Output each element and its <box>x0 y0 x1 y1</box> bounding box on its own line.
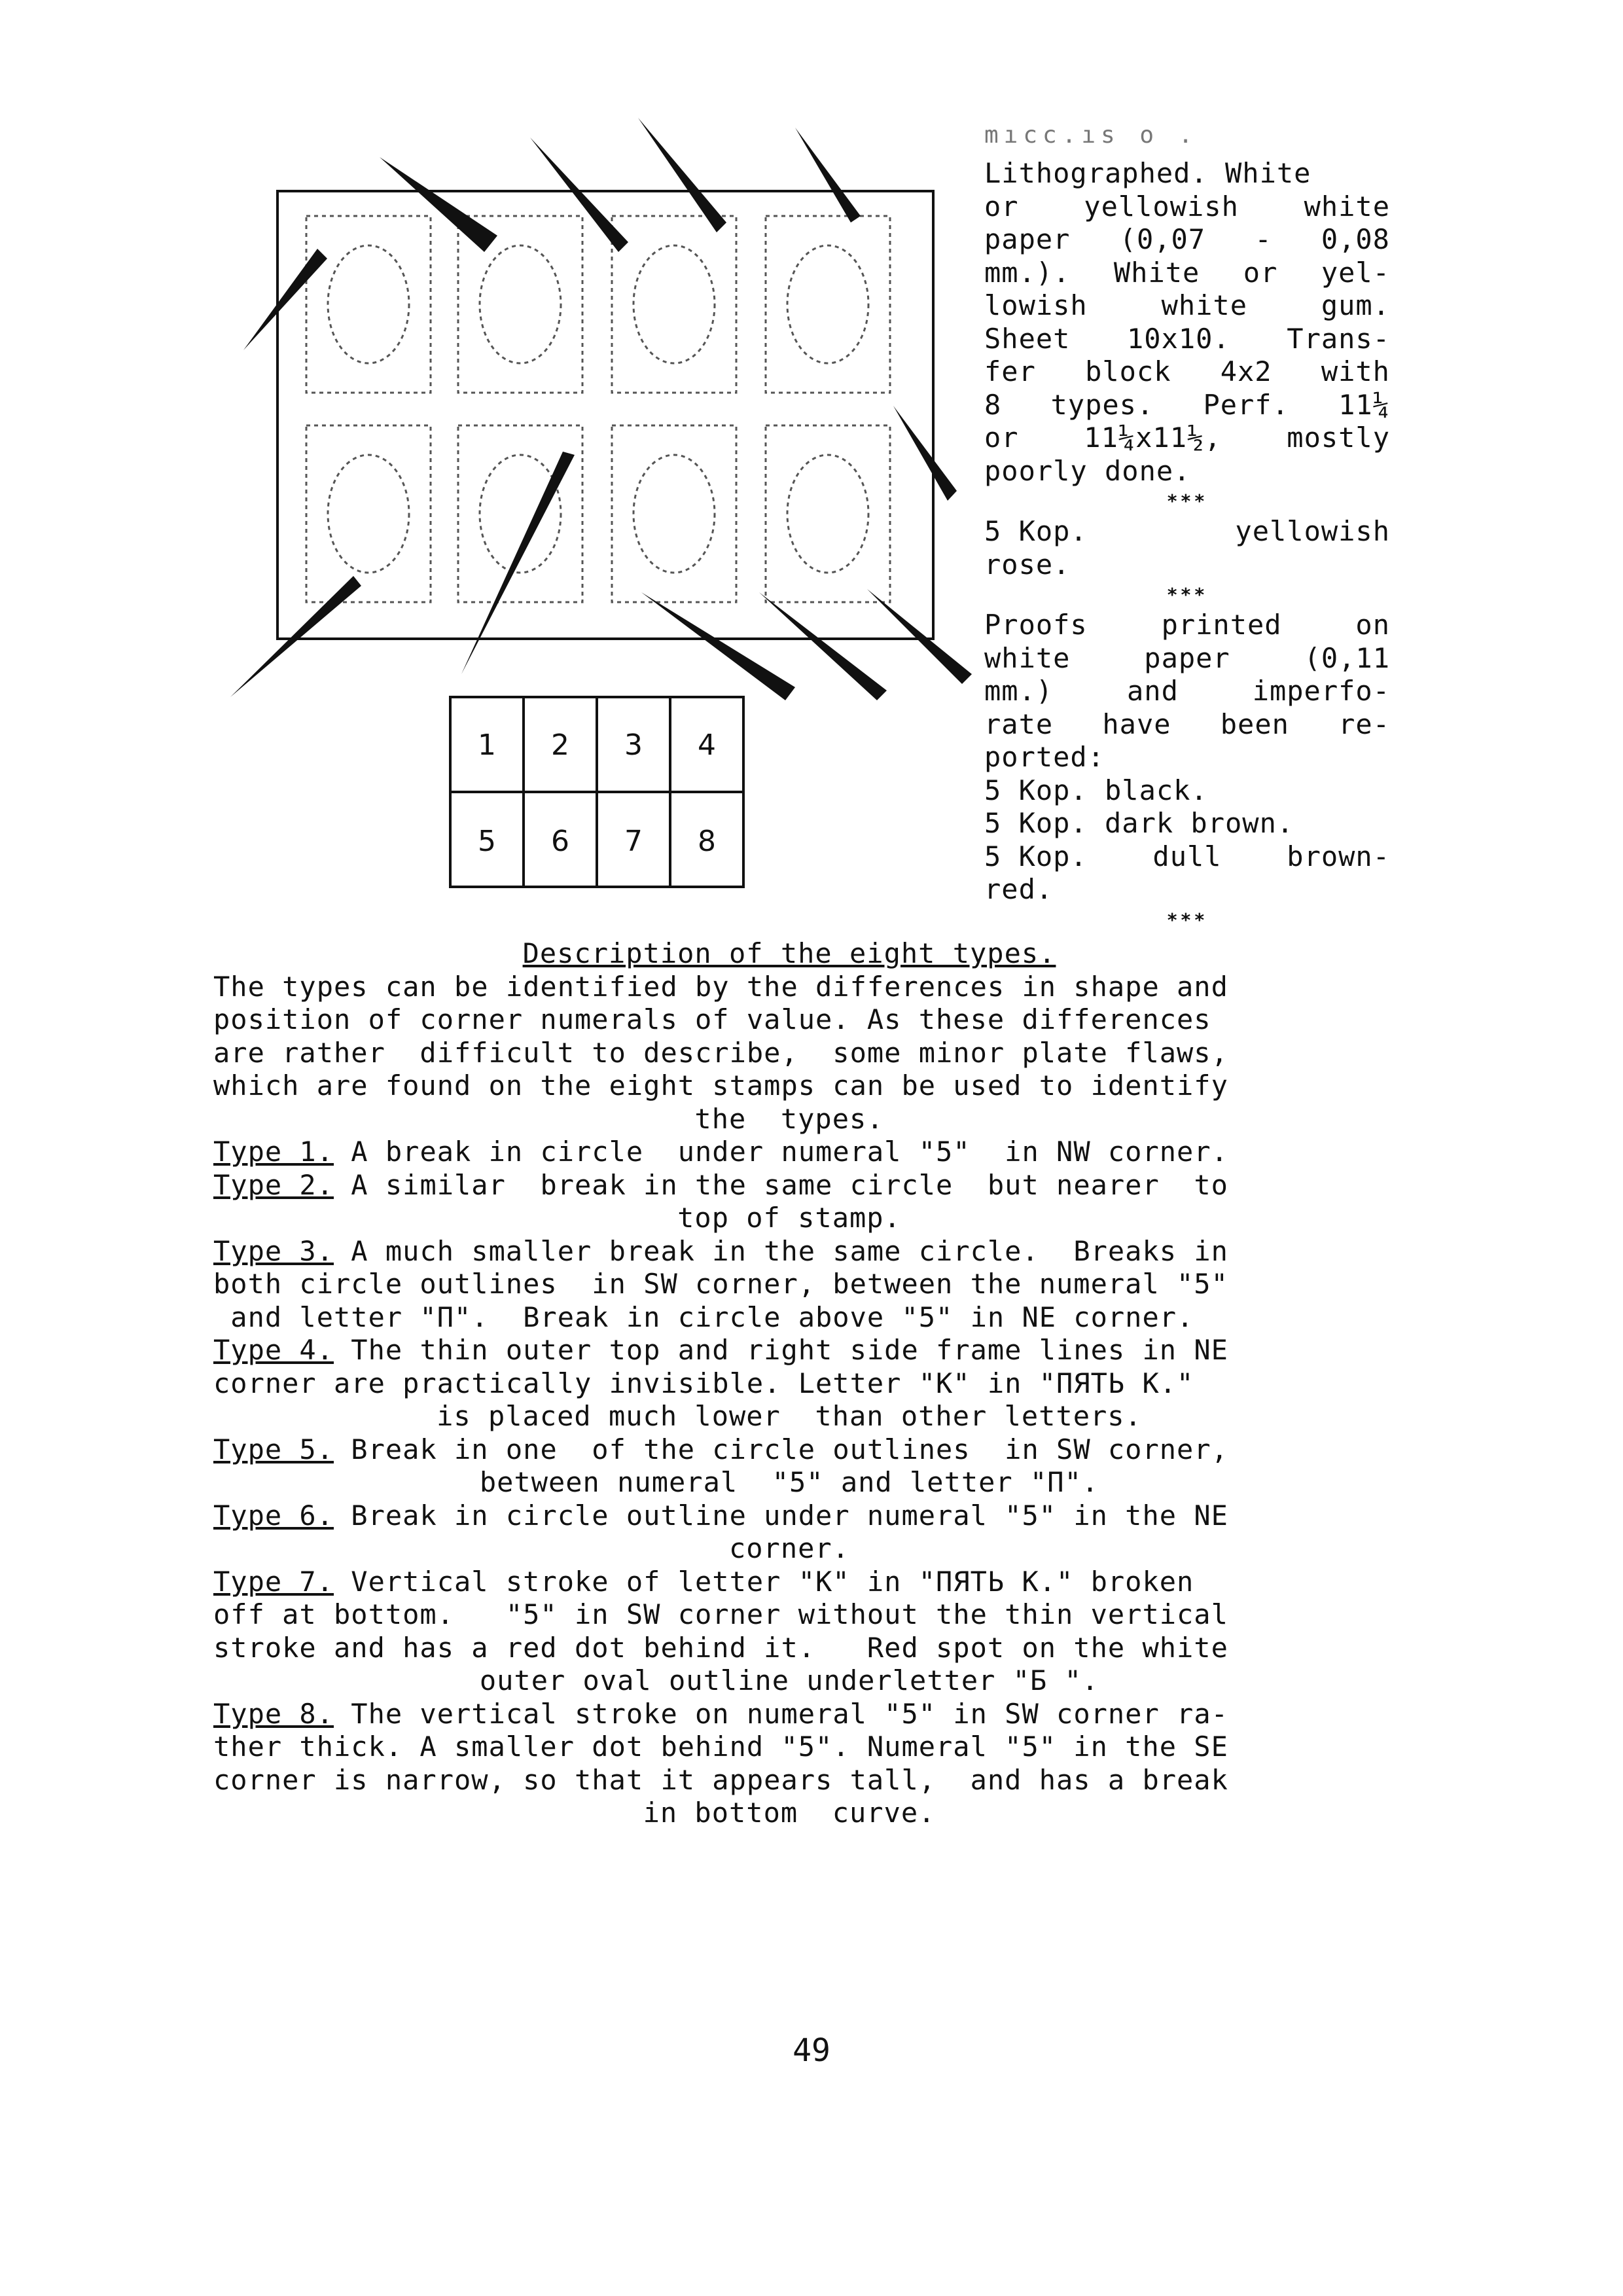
grid-position-1: 1 <box>478 728 496 762</box>
separator-1: *** <box>1166 490 1208 512</box>
word: 8 <box>984 388 1002 421</box>
grid-position-8: 8 <box>698 825 716 858</box>
type-first-line <box>213 1136 1365 1169</box>
text-line <box>984 323 1390 356</box>
type-label: Type 4. <box>213 1334 334 1366</box>
word: 10x10. <box>1127 322 1230 355</box>
word: mm.) <box>984 675 1054 707</box>
text-line <box>984 548 1390 582</box>
type-centered-line: in bottom curve. <box>643 1797 936 1829</box>
arrow-stamp-5-sw <box>230 576 361 697</box>
word: rate <box>984 708 1054 740</box>
word: printed <box>1161 609 1282 641</box>
stamp-4 <box>766 216 890 393</box>
type-label: Type 8. <box>213 1697 334 1730</box>
word: lowish <box>984 289 1088 321</box>
word: Sheet <box>984 322 1071 355</box>
arrow-stamp-2-top <box>530 137 628 252</box>
text-line <box>984 741 1390 774</box>
separator-2: *** <box>1166 584 1208 605</box>
type-centered-line: top of stamp. <box>677 1202 901 1234</box>
grid-position-2: 2 <box>551 728 569 762</box>
word: 5 Kop. <box>984 840 1088 872</box>
word: 0,08 <box>1321 223 1390 255</box>
type-first-line <box>213 1433 1365 1467</box>
text-line <box>984 873 1390 906</box>
intro-line: The types can be identified by the differences in shape and <box>213 970 1228 1003</box>
arrow-stamp-1-sw <box>243 249 327 350</box>
type-centered-line: between numeral "5" and letter "П". <box>479 1466 1099 1498</box>
type-label: Type 2. <box>213 1168 334 1201</box>
word: Trans- <box>1287 322 1390 355</box>
text-line <box>984 807 1390 840</box>
word: been <box>1220 708 1289 740</box>
word: brown- <box>1287 840 1390 872</box>
type-first-line <box>213 1566 1365 1599</box>
word: have <box>1102 708 1171 740</box>
word: or <box>984 190 1019 223</box>
word: mm.). <box>984 256 1071 289</box>
type-3-description <box>213 1235 1365 1335</box>
type-text: A break in circle under numeral "5" in NW corner. <box>334 1136 1228 1168</box>
type-label: Type 3. <box>213 1234 334 1267</box>
text-line <box>984 422 1390 455</box>
word: white <box>1161 289 1247 321</box>
right-column <box>984 157 1390 934</box>
word: 5 Kop. black. <box>984 774 1208 806</box>
type-2-description <box>213 1169 1365 1235</box>
word: fer <box>984 355 1036 387</box>
word: mostly <box>1287 422 1390 454</box>
word: paper <box>1144 641 1230 674</box>
word: Perf. <box>1203 388 1289 421</box>
word: white <box>1304 190 1390 223</box>
word: 4x2 <box>1220 355 1272 387</box>
type-centered-line: corner. <box>728 1532 849 1564</box>
word: (0,07 <box>1119 223 1206 255</box>
arrow-stamp-8-ne <box>893 406 957 501</box>
header-fragment: mıcc.ıs o . <box>984 122 1198 149</box>
stamp-7 <box>612 425 736 602</box>
stamp-grid <box>306 216 890 602</box>
type-continuation-line: both circle outlines in SW corner, between the numeral "5" <box>213 1268 1228 1300</box>
word: re- <box>1338 708 1390 740</box>
section-heading: Description of the eight types. <box>522 937 1056 969</box>
stamp-1 <box>306 216 431 393</box>
text-line <box>984 774 1390 808</box>
word: Proofs <box>984 609 1088 641</box>
description-block <box>984 157 1390 488</box>
word: gum. <box>1321 289 1390 321</box>
type-4-description <box>213 1334 1365 1433</box>
intro-paragraph <box>213 971 1365 1103</box>
intro-line: position of corner numerals of value. As these differences <box>213 1003 1211 1035</box>
type-centered-line: outer oval outline underletter "Б ". <box>479 1664 1099 1696</box>
word: yellowish <box>1084 190 1239 223</box>
word: paper <box>984 223 1071 255</box>
proofs-block <box>984 609 1390 906</box>
word: dull <box>1152 840 1222 872</box>
word: Lithographed. White <box>984 157 1311 189</box>
type-1-description <box>213 1136 1365 1169</box>
word: imperfo- <box>1252 675 1390 707</box>
text-line <box>984 257 1390 290</box>
main-text <box>213 937 1365 1830</box>
grid-position-4: 4 <box>698 728 716 762</box>
text-line <box>984 642 1390 675</box>
flaw-arrows <box>230 118 972 700</box>
word: or <box>984 422 1019 454</box>
word: block <box>1085 355 1171 387</box>
word: poorly done. <box>984 454 1191 487</box>
word: - <box>1255 223 1272 255</box>
word: on <box>1355 609 1390 641</box>
word: or <box>1243 256 1278 289</box>
stamp-5 <box>306 425 431 602</box>
word: yel- <box>1321 256 1390 289</box>
type-text: The thin outer top and right side frame lines in NE <box>334 1334 1228 1366</box>
grid-position-7: 7 <box>624 825 643 858</box>
word: white <box>984 641 1071 674</box>
word: White <box>1113 256 1200 289</box>
text-line <box>984 389 1390 422</box>
type-label: Type 1. <box>213 1136 334 1168</box>
text-line <box>984 515 1390 548</box>
separator-3: *** <box>1166 908 1208 931</box>
intro-line: which are found on the eight stamps can be used to identify <box>213 1069 1228 1102</box>
grid-position-5: 5 <box>478 825 496 858</box>
text-line <box>984 609 1390 642</box>
type-first-line <box>213 1334 1365 1367</box>
word: types. <box>1050 388 1154 421</box>
text-line <box>984 675 1390 708</box>
word: ported: <box>984 741 1105 773</box>
type-continuation-line: stroke and has a red dot behind it. Red spot on the white <box>213 1631 1228 1664</box>
type-text: A similar break in the same circle but nearer to <box>334 1168 1228 1201</box>
text-line <box>984 455 1390 488</box>
type-text: A much smaller break in the same circle. Breaks in <box>334 1234 1228 1267</box>
type-8-description <box>213 1698 1365 1830</box>
type-continuation-line: ther thick. A smaller dot behind "5". Numeral "5" in the SE <box>213 1731 1228 1763</box>
text-line <box>984 289 1390 323</box>
type-continuation-line: corner is narrow, so that it appears tall, and has a break <box>213 1763 1228 1796</box>
type-5-description <box>213 1433 1365 1499</box>
word: and <box>1127 675 1179 707</box>
arrow-stamp-7-bottom <box>641 592 795 700</box>
stamp-8 <box>766 425 890 602</box>
text-line <box>984 157 1390 190</box>
type-continuation-line: corner are practically invisible. Letter "K" in "ПЯТЬ K." <box>213 1367 1194 1399</box>
text-line <box>984 223 1390 257</box>
page-number: 49 <box>793 2032 830 2069</box>
type-centered-line: is placed much lower than other letters. <box>437 1400 1142 1432</box>
type-continuation-line: and letter "П". Break in circle above "5" in NE corner. <box>213 1300 1194 1333</box>
stamp-3 <box>612 216 736 393</box>
arrow-stamp-6-bottom <box>461 452 575 674</box>
word: yellowish <box>1235 515 1390 547</box>
text-line <box>984 708 1390 742</box>
type-text: Vertical stroke of letter "K" in "ПЯТЬ K." broken <box>334 1565 1194 1598</box>
arrow-stamp-4-top <box>795 128 861 223</box>
word: rose. <box>984 548 1071 581</box>
word: 5 Kop. dark brown. <box>984 807 1294 839</box>
word: 5 Kop. <box>984 515 1088 547</box>
type-descriptions <box>213 1136 1365 1830</box>
type-continuation-line: off at bottom. "5" in SW corner without the thin vertical <box>213 1598 1228 1630</box>
type-label: Type 7. <box>213 1565 334 1598</box>
word: with <box>1321 355 1390 387</box>
word: (0,11 <box>1304 641 1390 674</box>
type-label: Type 5. <box>213 1433 334 1465</box>
type-first-line <box>213 1169 1365 1202</box>
type-7-description <box>213 1566 1365 1698</box>
arrow-stamp-8-se <box>867 589 972 684</box>
grid-position-6: 6 <box>551 825 569 858</box>
text-line <box>984 840 1390 874</box>
color-block <box>984 515 1390 581</box>
word: 11¼x11½, <box>1084 422 1222 454</box>
text-line <box>984 190 1390 224</box>
type-label: Type 6. <box>213 1499 334 1532</box>
type-6-description <box>213 1499 1365 1566</box>
type-text: The vertical stroke on numeral "5" in SW corner ra- <box>334 1697 1228 1730</box>
transfer-block-grid <box>450 697 743 887</box>
text-line <box>984 355 1390 389</box>
word: red. <box>984 873 1054 905</box>
intro-last-line: the types. <box>694 1102 884 1135</box>
arrow-stamp-1-nw <box>380 157 497 252</box>
type-first-line <box>213 1499 1365 1533</box>
type-first-line <box>213 1235 1365 1268</box>
word: 11¼ <box>1338 388 1390 421</box>
intro-line: are rather difficult to describe, some minor plate flaws, <box>213 1036 1228 1069</box>
type-text: Break in circle outline under numeral "5" in the NE <box>334 1499 1228 1532</box>
type-first-line <box>213 1698 1365 1731</box>
grid-position-3: 3 <box>624 728 643 762</box>
type-text: Break in one of the circle outlines in SW corner, <box>334 1433 1228 1465</box>
